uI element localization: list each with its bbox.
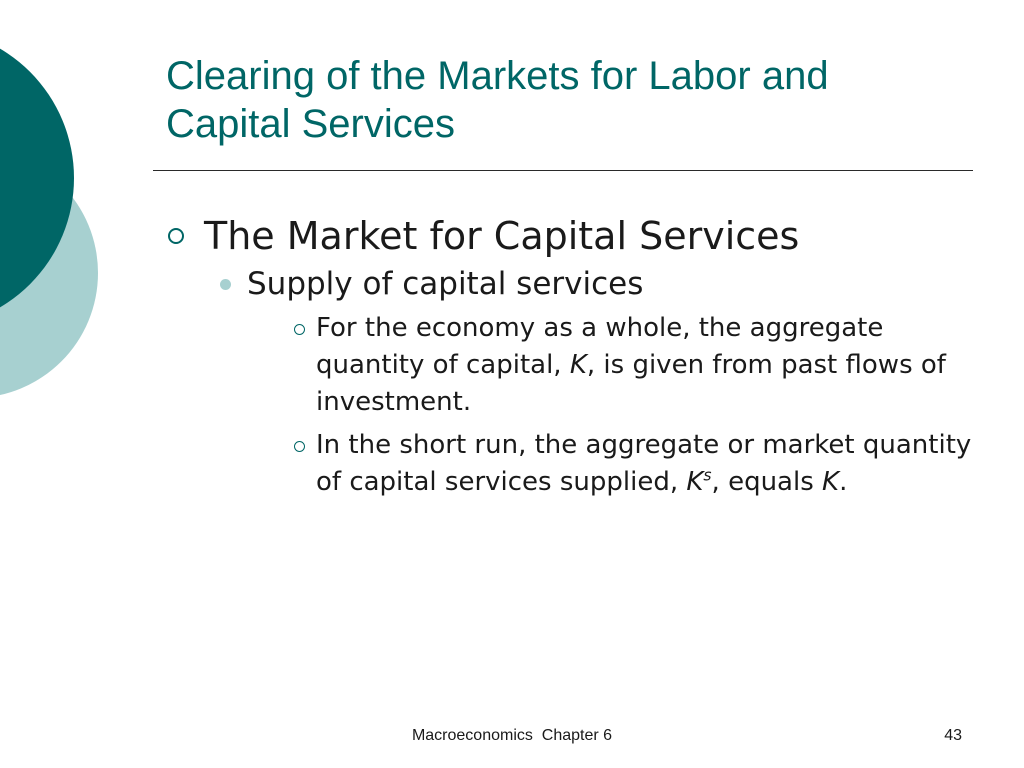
hollow-circle-bullet-icon (294, 441, 305, 452)
item-2-sup: s (703, 466, 712, 485)
item-2-text-b: , equals (711, 467, 823, 497)
slide-body (168, 212, 972, 501)
item-2-k: K (686, 467, 704, 497)
page-number: 43 (944, 727, 962, 744)
item-1-k: K (569, 350, 587, 380)
bullet-level-1 (168, 212, 968, 260)
title-divider (153, 170, 973, 171)
item-1-text-b: , is given from past flows of investment. (316, 350, 946, 417)
bullet-level-2 (214, 264, 968, 304)
item-2-k2: K (822, 467, 840, 497)
filled-circle-bullet-icon (220, 279, 231, 290)
bullet-level-1-text: The Market for Capital Services (204, 214, 800, 258)
bullet-level-3-item-2 (292, 427, 976, 501)
item-2-text-a: In the short run, the aggregate or market quantity of capital services supplied, (316, 430, 972, 497)
item-1-text-a: For the economy as a whole, the aggregate quantity of capital, (316, 313, 884, 380)
slide-title-line-1: Clearing of the Markets for Labor and (166, 54, 829, 98)
item-2-text-c: . (839, 467, 848, 497)
hollow-circle-bullet-icon (294, 324, 305, 335)
slide-title-line-2: Capital Services (166, 102, 456, 146)
slide-title (166, 52, 966, 148)
bullet-level-3-item-1 (292, 310, 976, 421)
footer-text: Macroeconomics Chapter 6 (411, 727, 613, 744)
decorative-circles (0, 0, 110, 420)
bullet-level-2-text: Supply of capital services (247, 266, 644, 302)
hollow-circle-bullet-icon (168, 228, 184, 244)
